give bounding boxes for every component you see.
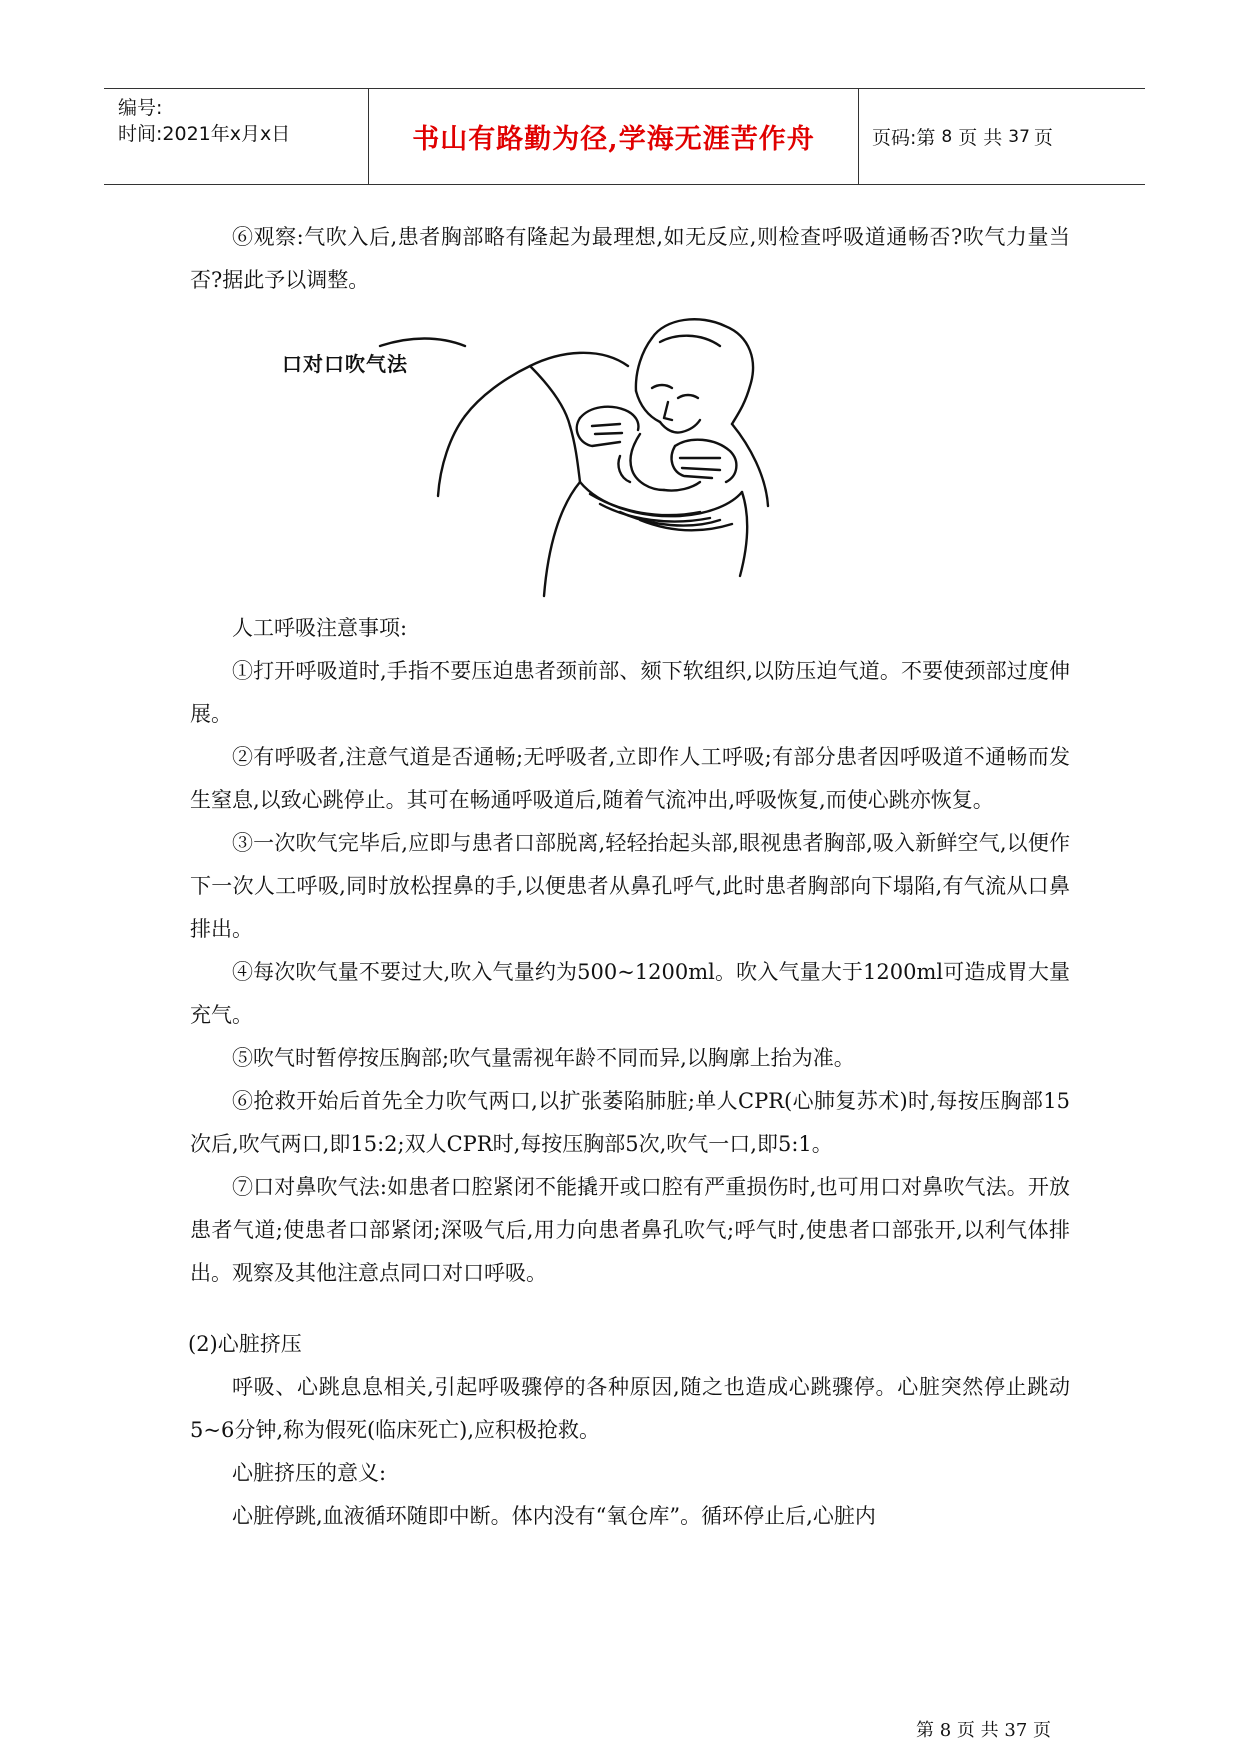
section-paragraph: 呼吸、心跳息息相关,引起呼吸骤停的各种原因,随之也造成心跳骤停。心脏突然停止跳动5~6分钟,称为假死(临床死亡),应积极抢救。 xyxy=(190,1375,1070,1442)
page-footer: 第 8 页 共 37 页 xyxy=(916,1720,1051,1741)
illustration-mouth-to-mouth xyxy=(190,302,1070,607)
note-item: ⑤吹气时暂停按压胸部;吹气量需视年龄不同而异,以胸廓上抬为准。 xyxy=(232,1046,855,1070)
notes-title: 人工呼吸注意事项: xyxy=(232,616,408,640)
header-page-info xyxy=(872,89,1053,184)
header-meta xyxy=(118,95,368,147)
page-total: 37 xyxy=(1008,126,1030,147)
note-item: ⑥抢救开始后首先全力吹气两口,以扩张萎陷肺脏;单人CPR(心肺复苏术)时,每按压胸部15次后,吹气两口,即15:2;双人CPR时,每按压胸部5次,吹气一口,即5:1。 xyxy=(190,1089,1070,1156)
page-suffix: 页 xyxy=(1033,127,1053,149)
paragraph-observe: ⑥观察:气吹入后,患者胸部略有隆起为最理想,如无反应,则检查呼吸道通畅否?吹气力量当否?据此予以调整。 xyxy=(190,225,1070,292)
note-item: ③一次吹气完毕后,应即与患者口部脱离,轻轻抬起头部,眼视患者胸部,吸入新鲜空气,以便作下一次人工呼吸,同时放松捏鼻的手,以便患者从鼻孔呼气,此时患者胸部向下塌陷,有气流从口鼻排出。 xyxy=(190,831,1070,941)
note-item: ⑦口对鼻吹气法:如患者口腔紧闭不能撬开或口腔有严重损伤时,也可用口对鼻吹气法。开放患者气道;使患者口部紧闭;深吸气后,用力向患者鼻孔吹气;呼气时,使患者口部张开,以利气体排出。观察及其他注意点同口对口呼吸。 xyxy=(190,1175,1070,1285)
page-prefix: 页码:第 xyxy=(872,127,936,149)
meaning-title: 心脏挤压的意义: xyxy=(232,1461,387,1485)
note-item: ②有呼吸者,注意气道是否通畅;无呼吸者,立即作人工呼吸;有部分患者因呼吸道不通畅而发生窒息,以致心跳停止。其可在畅通呼吸道后,随着气流冲出,呼吸恢复,而使心跳亦恢复。 xyxy=(190,745,1070,812)
section-spacer xyxy=(190,1295,1070,1323)
page-content xyxy=(190,216,1070,1538)
document-time-label: 时间:2021年x月x日 xyxy=(118,123,291,145)
figure-label: 口对口吹气法 xyxy=(282,352,408,376)
note-item: ④每次吹气量不要过大,吹入气量约为500~1200ml。吹入气量大于1200ml可造成胃大量充气。 xyxy=(190,960,1070,1027)
mouth-to-mouth-drawing xyxy=(280,306,800,606)
note-item: ①打开呼吸道时,手指不要压迫患者颈前部、颏下软组织,以防压迫气道。不要使颈部过度伸展。 xyxy=(190,659,1070,726)
section-heading: (2)心脏挤压 xyxy=(188,1332,302,1356)
header-motto: 书山有路勤为径,学海无涯苦作舟 xyxy=(412,124,815,155)
header-divider xyxy=(858,89,859,184)
page-header xyxy=(104,88,1145,185)
page-middle: 页 共 xyxy=(958,127,1003,149)
meaning-paragraph: 心脏停跳,血液循环随即中断。体内没有“氧仓库”。循环停止后,心脏内 xyxy=(232,1504,876,1528)
page-number: 8 xyxy=(941,126,953,147)
document-number-label: 编号: xyxy=(118,97,163,119)
